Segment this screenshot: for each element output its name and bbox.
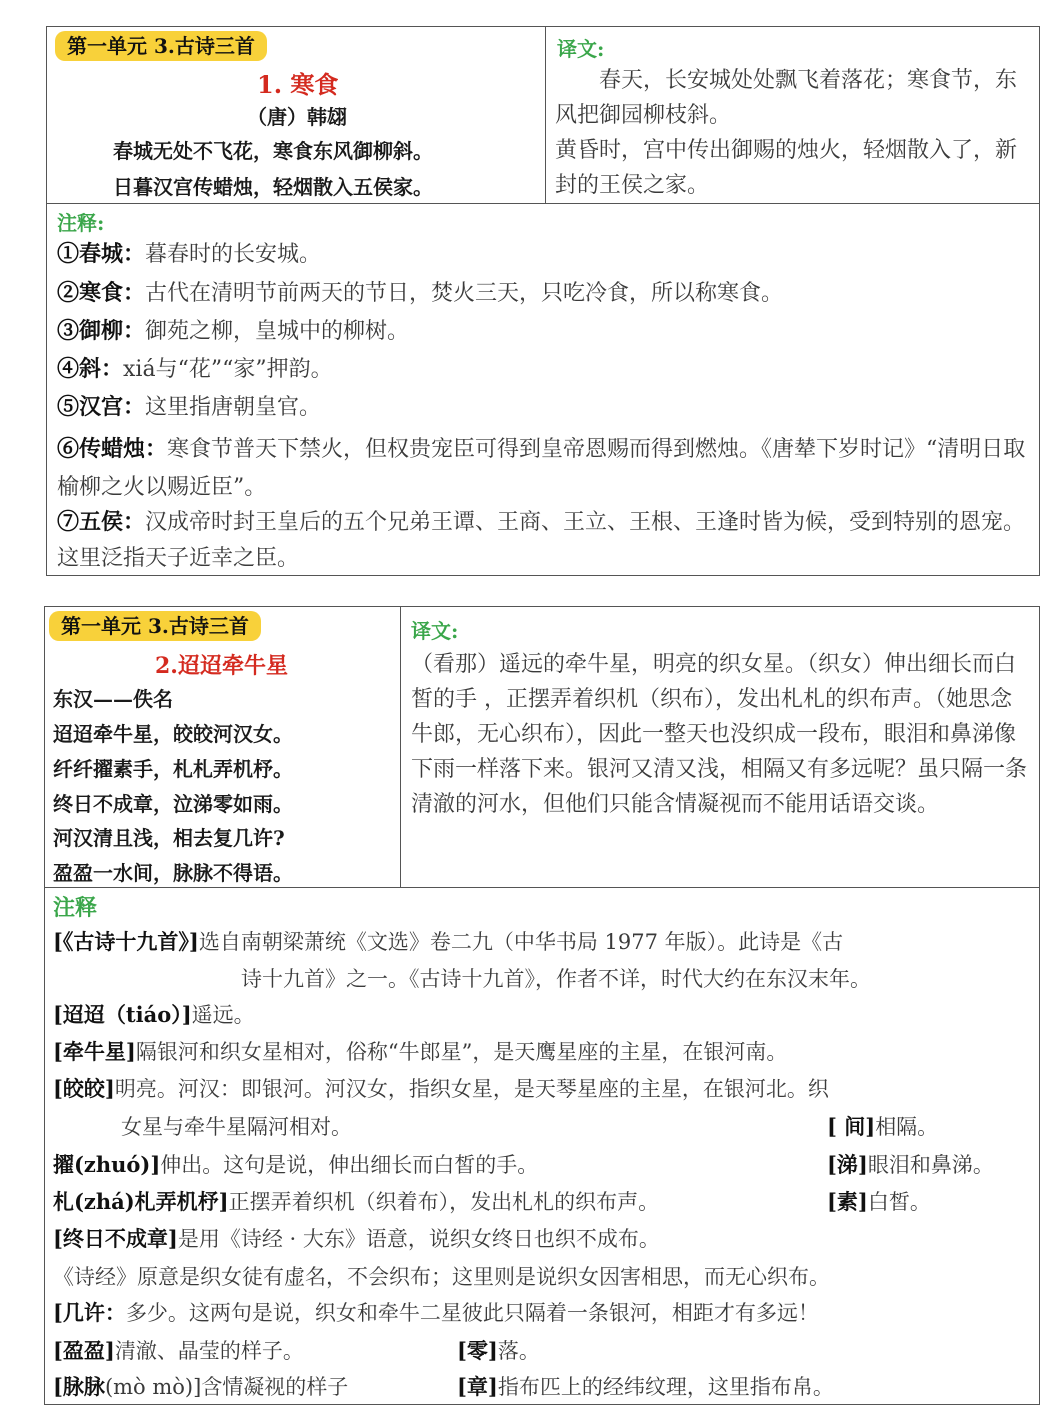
- note-item: ③御柳：御苑之柳，皇城中的柳树。: [57, 318, 410, 344]
- note-item-continued: 诗十九首》之一。《古诗十九首》，作者不详，时代大约在东汉末年。: [241, 967, 871, 991]
- notes-label: 注释: [53, 895, 98, 921]
- note-item: [素]白皙。: [827, 1189, 931, 1214]
- row-divider: [47, 203, 1039, 204]
- note-item: 札(zhá)札弄机杼]正摆弄着织机（织着布），发出札札的织布声。: [53, 1189, 660, 1214]
- note-item: [几许：多少。这两句是说，织女和牵牛二星彼此只隔着一条银河，相距才有多远！: [53, 1300, 819, 1325]
- row-divider: [45, 887, 1039, 888]
- poem-author: （唐）韩翃: [247, 105, 347, 129]
- note-item: [牵牛星]隔银河和织女星相对，俗称“牛郎星”，是天鹰星座的主星，在银河南。: [53, 1039, 788, 1064]
- unit-tag: 第一单元 3.古诗三首: [55, 31, 267, 61]
- poem-card-tiaotiao: [44, 606, 1040, 1405]
- note-item: [迢迢（tiáo）]遥远。: [53, 1002, 255, 1027]
- translation-paragraph-2: 黄昏时，宫中传出御赐的烛火，轻烟散入了，新封的王侯之家。: [555, 138, 1018, 198]
- note-item: ⑥传蜡烛：寒食节普天下禁火，但权贵宠臣可得到皇帝恩赐而得到燃烛。《唐辇下岁时记》“清明日取榆柳之火以赐近臣”。: [57, 436, 1026, 500]
- poem-line-1: 迢迢牵牛星，皎皎河汉女。: [53, 722, 293, 746]
- note-item: ④斜：xiá与“花”“家”押韵。: [57, 356, 333, 382]
- note-item: ①春城：暮春时的长安城。: [57, 241, 322, 267]
- note-item: [脉脉(mò mò)]含情凝视的样子: [53, 1374, 349, 1399]
- note-item: ②寒食：古代在清明节前两天的节日，焚火三天，只吃冷食，所以称寒食。: [57, 280, 784, 306]
- note-item: [ 间]相隔。: [827, 1114, 939, 1139]
- poem-card-hanshi: [46, 26, 1040, 576]
- note-item: [《古诗十九首》]选自南朝梁萧统《文选》卷二九（中华书局 1977 年版）。此诗是《古: [53, 929, 844, 954]
- note-item: ⑤汉宫：这里指唐朝皇官。: [57, 394, 322, 420]
- poem-title: 2.迢迢牵牛星: [155, 653, 288, 679]
- translation-label: 译文:: [557, 37, 605, 61]
- poem-line-1: 春城无处不飞花，寒食东风御柳斜。: [113, 139, 433, 163]
- poem-line-5: 盈盈一水间，脉脉不得语。: [53, 861, 293, 885]
- note-item: [盈盈]清澈、晶莹的样子。: [53, 1338, 304, 1363]
- note-item: [章]指布匹上的经纬纹理，这里指布帛。: [457, 1374, 834, 1399]
- note-item: [皎皎]明亮。河汉：即银河。河汉女，指织女星，是天琴星座的主星，在银河北。织: [53, 1076, 829, 1101]
- poem-line-3: 终日不成章，泣涕零如雨。: [53, 792, 293, 816]
- unit-tag: 第一单元 3.古诗三首: [49, 611, 261, 641]
- note-item: [涕]眼泪和鼻涕。: [827, 1152, 994, 1177]
- note-item-continued: 《诗经》原意是织女徒有虚名，不会织布；这里则是说织女因害相思，而无心织布。: [53, 1265, 830, 1289]
- poem-line-2: 纤纤擢素手，札札弄机杼。: [53, 757, 293, 781]
- column-divider: [400, 607, 401, 887]
- translation-paragraph-1: 春天，长安城处处飘飞着落花；寒食节，东风把御园柳枝斜。: [555, 68, 1018, 128]
- note-item: [零]落。: [457, 1338, 540, 1363]
- note-item: ⑦五侯：汉成帝时封王皇后的五个兄弟王谭、王商、王立、王根、王逢时皆为候，受到特别的恩宠。这里泛指天子近幸之臣。: [57, 509, 1026, 571]
- translation-label: 译文:: [411, 619, 459, 643]
- notes-label: 注释:: [57, 211, 105, 235]
- poem-line-2: 日暮汉宫传蜡烛，轻烟散入五侯家。: [113, 175, 433, 199]
- column-divider: [545, 27, 546, 203]
- note-item: [终日不成章]是用《诗经 · 大东》语意，说织女终日也织不成布。: [53, 1226, 660, 1251]
- translation-paragraph: （看那）遥远的牵牛星，明亮的织女星。（织女）伸出细长而白皙的手 ，正摆弄着织机（织布），发出札札的织布声。（她思念牛郎，无心织布），因此一整天也没织成一段布，眼泪和鼻涕像下雨一样落下来。银河又清又浅，相隔又有多远呢？虽只隔一条清澈的河水，但他们只能含情凝视而不能用话语交谈。: [411, 652, 1028, 817]
- poem-line-4: 河汉清且浅，相去复几许?: [53, 826, 285, 850]
- note-item: 擢(zhuó)]伸出。这句是说，伸出细长而白皙的手。: [53, 1152, 539, 1177]
- poem-title: 1. 寒食: [257, 70, 339, 99]
- note-item-continued: 女星与牵牛星隔河相对。: [121, 1115, 352, 1139]
- poem-author: 东汉——佚名: [53, 687, 173, 711]
